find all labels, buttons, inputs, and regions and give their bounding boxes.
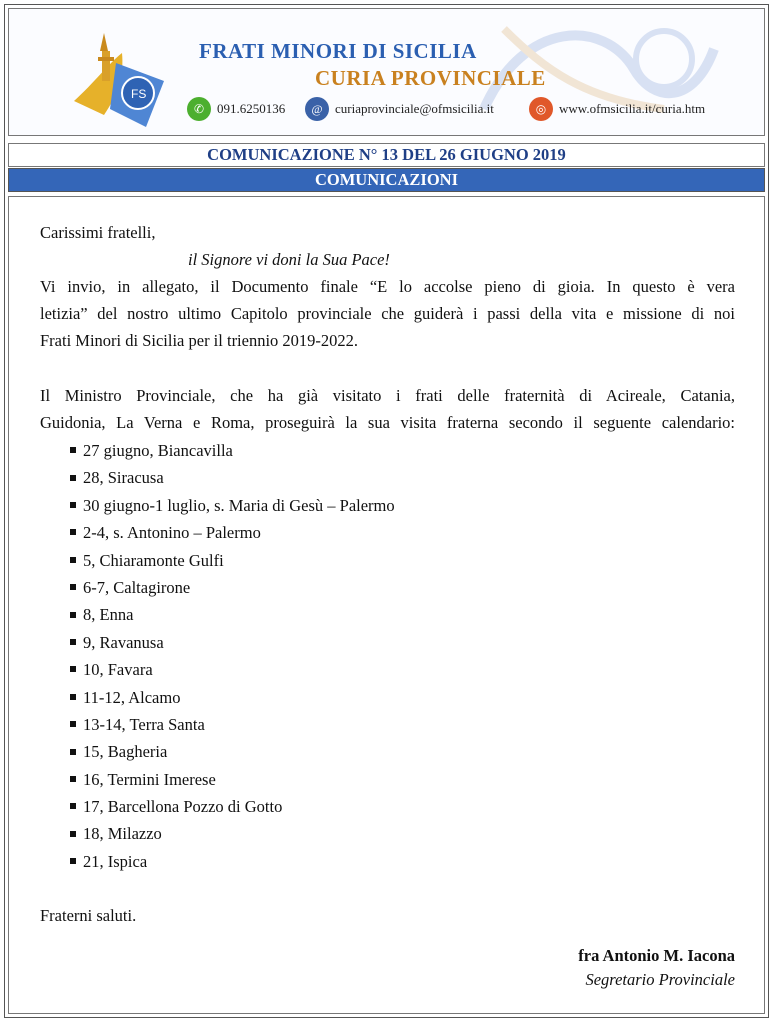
- paragraph2-line2: Guidonia, La Verna e Roma, proseguirà la sua visita fraterna secondo il seguente calendario:: [40, 413, 735, 432]
- calendar-item: 13-14, Terra Santa: [70, 711, 395, 738]
- title-frati-minori: FRATI MINORI DI SICILIA: [199, 39, 477, 63]
- letterhead: [8, 8, 765, 136]
- website-url[interactable]: www.ofmsicilia.it/curia.htm: [559, 101, 706, 116]
- signature-role: Segretario Provinciale: [585, 970, 735, 989]
- calendar-item: 16, Termini Imerese: [70, 766, 395, 793]
- phone-icon: ✆: [187, 97, 211, 121]
- email-icon: @: [305, 97, 329, 121]
- paragraph2-line1: Il Ministro Provinciale, che ha già visitato i frati delle fraternità di Acireale, Catania,: [40, 386, 735, 405]
- calendar-item: 21, Ispica: [70, 848, 395, 875]
- title-curia: CURIA PROVINCIALE: [315, 66, 546, 90]
- visit-calendar: [70, 437, 395, 875]
- calendar-item: 18, Milazzo: [70, 820, 395, 847]
- calendar-item: 28, Siracusa: [70, 464, 395, 491]
- calendar-item: 9, Ravanusa: [70, 629, 395, 656]
- logo-text: FS: [131, 87, 147, 101]
- signature-name: fra Antonio M. Iacona: [578, 946, 735, 965]
- calendar-item: 2-4, s. Antonino – Palermo: [70, 519, 395, 546]
- closing: Fraterni saluti.: [40, 906, 137, 925]
- contact-phone: [187, 97, 285, 121]
- web-icon: ◎: [529, 97, 553, 121]
- calendar-item: 17, Barcellona Pozzo di Gotto: [70, 793, 395, 820]
- notice-title: COMUNICAZIONE N° 13 DEL 26 GIUGNO 2019: [8, 143, 765, 167]
- calendar-item: 30 giugno-1 luglio, s. Maria di Gesù – Palermo: [70, 492, 395, 519]
- franciscan-logo: [64, 23, 184, 133]
- contact-website: [529, 97, 705, 121]
- calendar-item: 6-7, Caltagirone: [70, 574, 395, 601]
- calendar-item: 27 giugno, Biancavilla: [70, 437, 395, 464]
- email-address[interactable]: curiaprovinciale@ofmsicilia.it: [335, 101, 494, 116]
- calendar-item: 15, Bagheria: [70, 738, 395, 765]
- contact-email: [305, 97, 494, 121]
- section-band: COMUNICAZIONI: [8, 168, 765, 192]
- calendar-item: 8, Enna: [70, 601, 395, 628]
- calendar-item: 10, Favara: [70, 656, 395, 683]
- blessing: il Signore vi doni la Sua Pace!: [188, 250, 390, 269]
- greeting: Carissimi fratelli,: [40, 223, 156, 242]
- paragraph1-line1: Vi invio, in allegato, il Documento finale “E lo accolse pieno di gioia. In questo è vera: [40, 277, 735, 296]
- paragraph1-line2: letizia” del nostro ultimo Capitolo provinciale che guiderà i passi della vita e missione di noi: [40, 304, 735, 323]
- calendar-item: 5, Chiaramonte Gulfi: [70, 547, 395, 574]
- phone-number: 091.6250136: [217, 101, 286, 116]
- calendar-item: 11-12, Alcamo: [70, 684, 395, 711]
- paragraph1-line3: Frati Minori di Sicilia per il triennio 2019-2022.: [40, 331, 359, 350]
